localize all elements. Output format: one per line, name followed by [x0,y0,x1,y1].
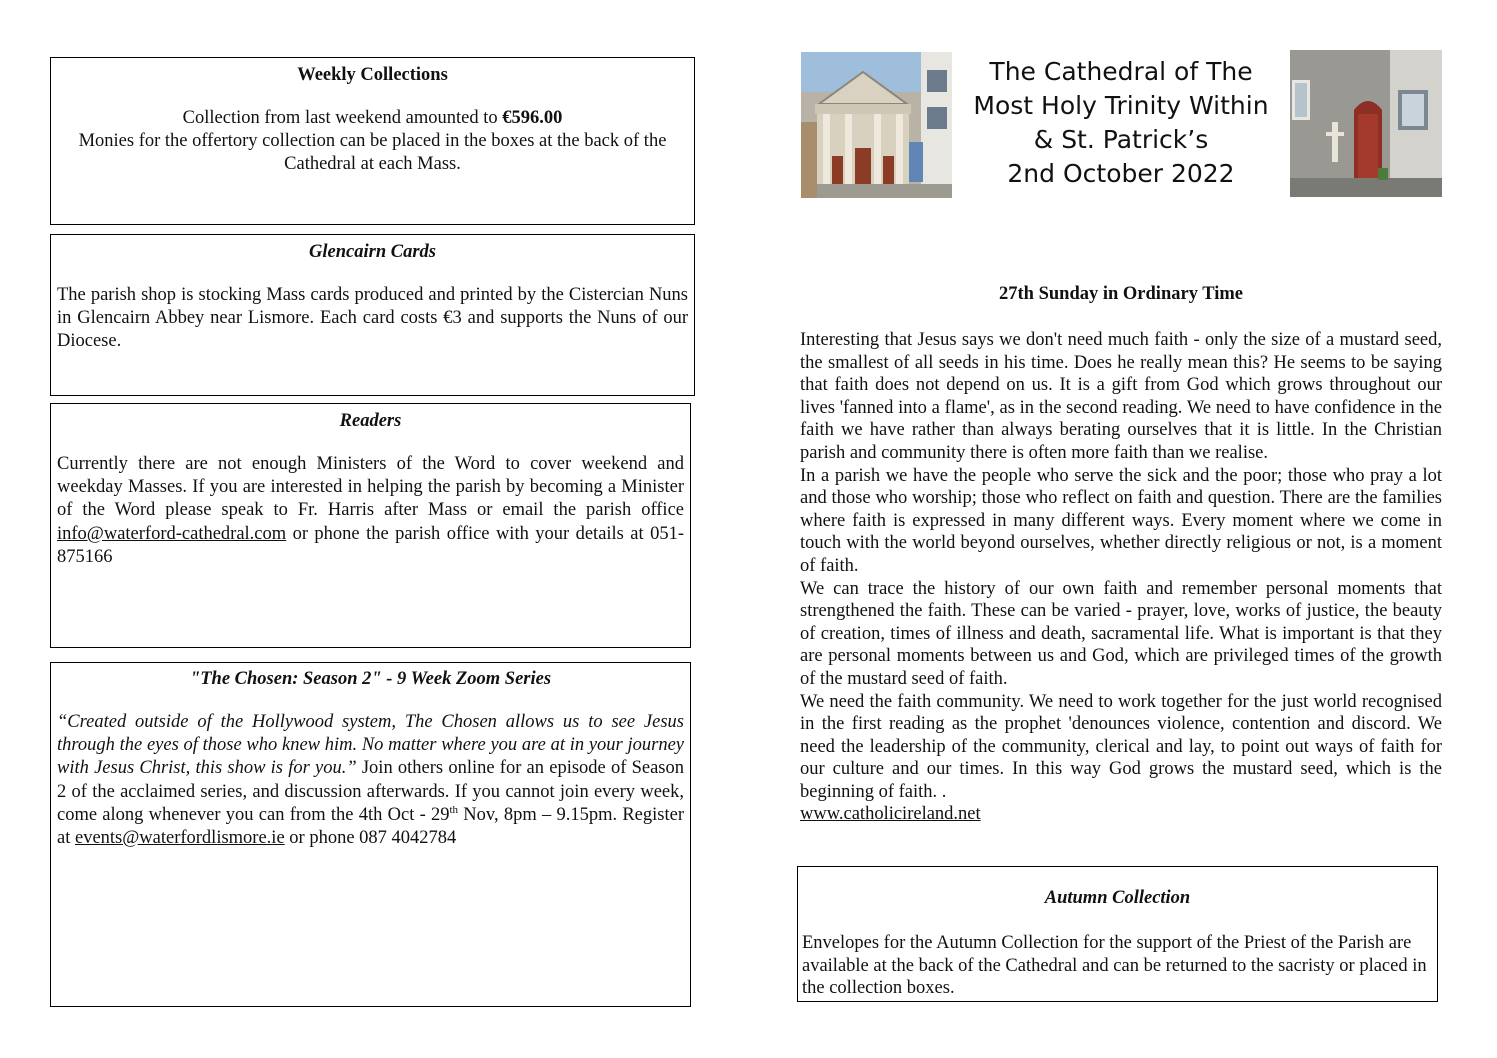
chosen-body-text-end: or phone 087 4042784 [284,828,457,849]
catholic-ireland-link[interactable]: www.catholicireland.net [800,804,981,825]
title-line-1: The Cathedral of The [989,57,1253,86]
weekly-collections-heading: Weekly Collections [297,65,448,85]
chosen-heading: "The Chosen: Season 2" - 9 Week Zoom Series [189,669,552,689]
autumn-collection-box [797,866,1438,1002]
reflection-paragraph-3: We can trace the history of our own faith and remember personal moments that strengthened the faith. These can be varied - prayer, love, works of justice, the beauty of creation, times of illness and death, sacramental life. What is important is that they are personal moments between us and God, which are privileged times of the growth of the mustard seed of faith. [800,578,1442,689]
reflection-paragraph-4 [800,691,1442,827]
glencairn-heading: Glencairn Cards [309,242,436,262]
readers-heading: Readers [339,411,402,431]
glencairn-body: The parish shop is stocking Mass cards produced and printed by the Cistercian Nuns in Glencairn Abbey near Lismore. Each card costs €3 and supports the Nuns of our Diocese. [57,285,688,352]
chosen-body-text: Join others online for an episode of Season 2 of the acclaimed series, and discussion afterwards. If you cannot join every week, come along whenever you can from the 4th Oct - 29 [57,758,684,825]
readers-body-text: Currently there are not enough Ministers of the Word to cover weekend and weekday Masses. If you are interested in helping the parish by becoming a Minister of the Word please speak to Fr. Harris after Mass or email the parish office [57,454,684,521]
cathedral-photo [801,52,952,198]
bulletin-date: 2nd October 2022 [1007,159,1235,188]
bulletin-title [955,55,1287,191]
reflection-text [800,329,1442,826]
offertory-note: Monies for the offertory collection can be placed in the boxes at the back of the Cathedral at each Mass. [78,131,667,175]
reflection-paragraph-1: Interesting that Jesus says we don't need much faith - only the size of a mustard seed, the smallest of all seeds in his time. Does he really mean this? He seems to be saying that faith does not depend on us. It is a gift from God which grows throughout our lives 'fanned into a flame', as in the second reading. We need to have confidence in the faith we have rather than always berating ourselves that it is little. In the Christian parish and community there is often more faith than we realise. [800,330,1442,463]
reflection-paragraph-4-text: We need the faith community. We need to work together for the just world recognised in the first reading as the prophet 'denounces violence, contention and discord. We need the leadership of the community, clerical and lay, to point out ways of faith for our culture and our times. In this way God grows the mustard seed, which is the beginning of faith. . [800,691,1442,802]
chosen-body [57,711,684,850]
title-line-2: Most Holy Trinity Within [973,91,1269,120]
date-superscript: th [449,803,459,816]
st-patricks-photo [1290,50,1442,197]
glencairn-cards-box [50,234,695,396]
chosen-email-link[interactable]: events@waterfordlismore.ie [74,828,285,849]
collection-amount-prefix: Collection from last weekend amounted to [182,108,503,128]
readers-body-text-end: or phone the parish office with your details at 051-875166 [57,523,684,567]
chosen-series-box [50,662,691,1007]
weekly-collections-box [50,57,695,225]
collection-amount: €596.00 [502,108,563,128]
autumn-heading: Autumn Collection [1044,888,1191,908]
title-line-3: & St. Patrick’s [1033,125,1209,154]
reflection-paragraph-2: In a parish we have the people who serve the sick and the poor; those who pray a lot and those who worship; those who reflect on faith and question. There are the families where faith is expressed in many different ways. Every moment where we come in touch with the world beyond ourselves, whether directly religious or not, is a moment of faith. [800,465,1442,576]
weekly-collections-amount-line [59,107,686,130]
reflection-heading: 27th Sunday in Ordinary Time [999,284,1243,304]
autumn-body: Envelopes for the Autumn Collection for the support of the Priest of the Parish are available at the back of the Cathedral and can be returned to the sacristy or placed in the collection boxes. [802,933,1427,998]
readers-email-link[interactable]: info@waterford-cathedral.com [57,523,287,544]
readers-body [57,453,684,569]
chosen-body-text-mid: Nov, 8pm – 9.15pm. Register at [57,804,684,849]
readers-box [50,403,691,648]
chosen-quote: “Created outside of the Hollywood system, The Chosen allows us to see Jesus through the eyes of those who knew him. No matter where you are at in your journey with Jesus Christ, this show is for you.” [57,712,684,779]
